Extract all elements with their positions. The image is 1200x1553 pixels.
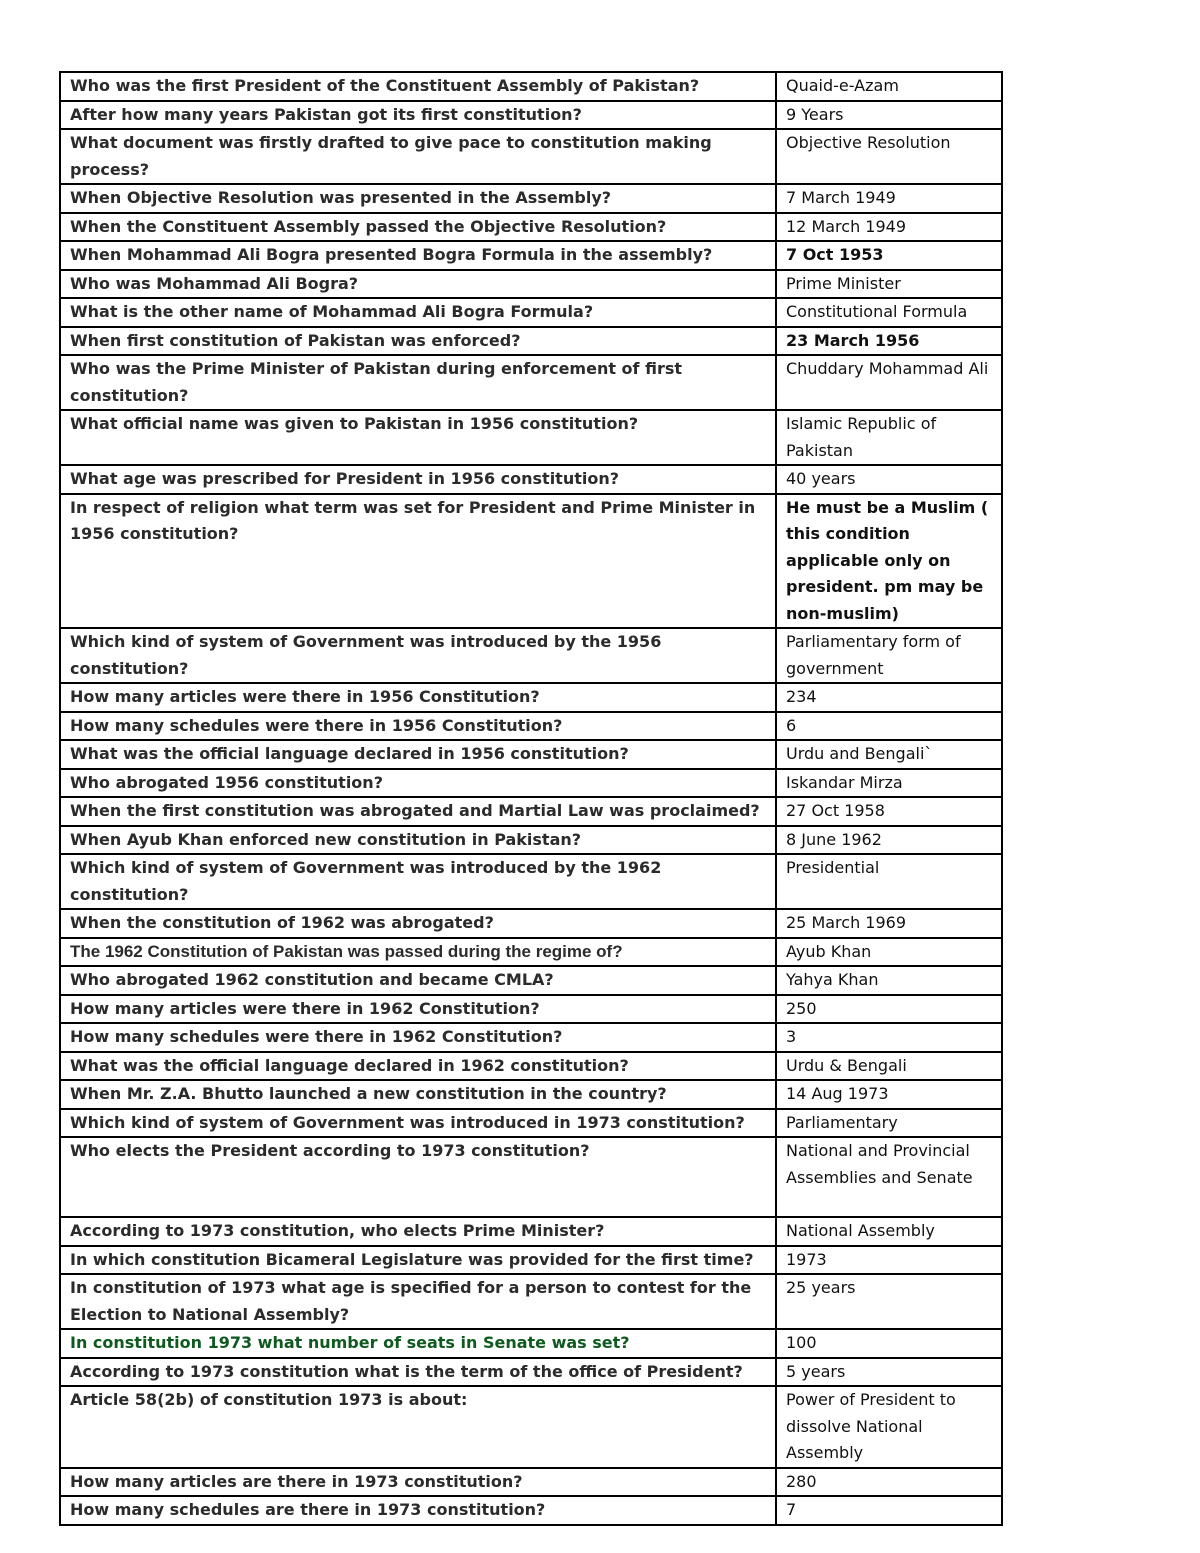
answer-cell: 9 Years — [776, 101, 1002, 130]
question-cell: What was the official language declared in 1956 constitution? — [60, 740, 776, 769]
question-cell: When the constitution of 1962 was abrogated? — [60, 909, 776, 938]
question-cell: Who abrogated 1956 constitution? — [60, 769, 776, 798]
table-row — [60, 854, 1002, 909]
table-row — [60, 1217, 1002, 1246]
answer-cell: 7 — [776, 1496, 1002, 1525]
answer-cell: 7 Oct 1953 — [776, 241, 1002, 270]
question-cell: In respect of religion what term was set for President and Prime Minister in 1956 constitution? — [60, 494, 776, 629]
answer-cell: Iskandar Mirza — [776, 769, 1002, 798]
question-cell: In which constitution Bicameral Legislature was provided for the first time? — [60, 1246, 776, 1275]
question-cell: Who elects the President according to 1973 constitution? — [60, 1137, 776, 1217]
question-cell: According to 1973 constitution, who elects Prime Minister? — [60, 1217, 776, 1246]
table-row — [60, 129, 1002, 184]
table-row — [60, 938, 1002, 967]
answer-cell: Power of President to dissolve National Assembly — [776, 1386, 1002, 1468]
table-row — [60, 494, 1002, 629]
question-cell: Which kind of system of Government was introduced by the 1956 constitution? — [60, 628, 776, 683]
question-cell: How many articles were there in 1956 Constitution? — [60, 683, 776, 712]
answer-cell: 5 years — [776, 1358, 1002, 1387]
answer-cell: Objective Resolution — [776, 129, 1002, 184]
answer-cell: 7 March 1949 — [776, 184, 1002, 213]
answer-cell: Urdu & Bengali — [776, 1052, 1002, 1081]
question-cell: Who abrogated 1962 constitution and became CMLA? — [60, 966, 776, 995]
answer-cell: 3 — [776, 1023, 1002, 1052]
question-cell: When Mohammad Ali Bogra presented Bogra Formula in the assembly? — [60, 241, 776, 270]
table-row — [60, 410, 1002, 465]
question-cell: What document was firstly drafted to give pace to constitution making process? — [60, 129, 776, 184]
table-row — [60, 1386, 1002, 1468]
answer-cell: 27 Oct 1958 — [776, 797, 1002, 826]
answer-cell: 100 — [776, 1329, 1002, 1358]
table-row — [60, 1274, 1002, 1329]
table-row — [60, 241, 1002, 270]
question-cell: According to 1973 constitution what is the term of the office of President? — [60, 1358, 776, 1387]
answer-cell: Parliamentary form of government — [776, 628, 1002, 683]
question-cell: How many schedules were there in 1962 Constitution? — [60, 1023, 776, 1052]
answer-cell: Constitutional Formula — [776, 298, 1002, 327]
answer-cell: 40 years — [776, 465, 1002, 494]
answer-cell: National and Provincial Assemblies and Senate — [776, 1137, 1002, 1217]
qa-table-body — [60, 72, 1002, 1525]
table-row — [60, 995, 1002, 1024]
table-row — [60, 683, 1002, 712]
answer-cell: 250 — [776, 995, 1002, 1024]
table-row — [60, 72, 1002, 101]
question-cell: What official name was given to Pakistan in 1956 constitution? — [60, 410, 776, 465]
table-row — [60, 628, 1002, 683]
answer-cell: Urdu and Bengali` — [776, 740, 1002, 769]
answer-cell: Yahya Khan — [776, 966, 1002, 995]
table-row — [60, 327, 1002, 356]
answer-cell: 23 March 1956 — [776, 327, 1002, 356]
table-row — [60, 1109, 1002, 1138]
answer-cell: 12 March 1949 — [776, 213, 1002, 242]
question-cell: Who was the first President of the Constituent Assembly of Pakistan? — [60, 72, 776, 101]
question-cell: When Mr. Z.A. Bhutto launched a new constitution in the country? — [60, 1080, 776, 1109]
question-cell: When the Constituent Assembly passed the Objective Resolution? — [60, 213, 776, 242]
answer-cell: Ayub Khan — [776, 938, 1002, 967]
table-row — [60, 826, 1002, 855]
table-row — [60, 797, 1002, 826]
table-row — [60, 465, 1002, 494]
table-row — [60, 1496, 1002, 1525]
table-row — [60, 298, 1002, 327]
question-cell: What was the official language declared in 1962 constitution? — [60, 1052, 776, 1081]
answer-cell: Parliamentary — [776, 1109, 1002, 1138]
question-cell: When the first constitution was abrogated and Martial Law was proclaimed? — [60, 797, 776, 826]
question-cell: How many schedules are there in 1973 constitution? — [60, 1496, 776, 1525]
table-row — [60, 1246, 1002, 1275]
question-cell: After how many years Pakistan got its first constitution? — [60, 101, 776, 130]
question-cell: What is the other name of Mohammad Ali Bogra Formula? — [60, 298, 776, 327]
table-row — [60, 101, 1002, 130]
table-row — [60, 355, 1002, 410]
answer-cell: Prime Minister — [776, 270, 1002, 299]
table-row — [60, 1052, 1002, 1081]
question-cell: In constitution of 1973 what age is specified for a person to contest for the Election to National Assembly? — [60, 1274, 776, 1329]
table-row — [60, 1137, 1002, 1217]
table-row — [60, 966, 1002, 995]
answer-cell: 25 years — [776, 1274, 1002, 1329]
question-cell: How many schedules were there in 1956 Constitution? — [60, 712, 776, 741]
question-cell: When Objective Resolution was presented in the Assembly? — [60, 184, 776, 213]
table-row — [60, 769, 1002, 798]
table-row — [60, 184, 1002, 213]
question-cell: Who was Mohammad Ali Bogra? — [60, 270, 776, 299]
answer-cell: 25 March 1969 — [776, 909, 1002, 938]
answer-cell: National Assembly — [776, 1217, 1002, 1246]
answer-cell: 6 — [776, 712, 1002, 741]
table-row — [60, 1468, 1002, 1497]
answer-cell: Quaid-e-Azam — [776, 72, 1002, 101]
answer-cell: 280 — [776, 1468, 1002, 1497]
question-cell: In constitution 1973 what number of seats in Senate was set? — [60, 1329, 776, 1358]
answer-cell: 1973 — [776, 1246, 1002, 1275]
question-cell: How many articles were there in 1962 Constitution? — [60, 995, 776, 1024]
question-cell: What age was prescribed for President in 1956 constitution? — [60, 465, 776, 494]
question-cell: When first constitution of Pakistan was enforced? — [60, 327, 776, 356]
table-row — [60, 740, 1002, 769]
question-cell: Article 58(2b) of constitution 1973 is about: — [60, 1386, 776, 1468]
answer-cell: Presidential — [776, 854, 1002, 909]
question-cell: Who was the Prime Minister of Pakistan during enforcement of first constitution? — [60, 355, 776, 410]
answer-cell: 234 — [776, 683, 1002, 712]
table-row — [60, 712, 1002, 741]
table-row — [60, 213, 1002, 242]
question-cell: Which kind of system of Government was introduced in 1973 constitution? — [60, 1109, 776, 1138]
table-row — [60, 270, 1002, 299]
question-cell: Which kind of system of Government was introduced by the 1962 constitution? — [60, 854, 776, 909]
question-cell: The 1962 Constitution of Pakistan was passed during the regime of? — [60, 938, 776, 967]
qa-table — [59, 71, 1003, 1526]
answer-cell: Islamic Republic of Pakistan — [776, 410, 1002, 465]
table-row — [60, 1023, 1002, 1052]
question-cell: How many articles are there in 1973 constitution? — [60, 1468, 776, 1497]
answer-cell: 14 Aug 1973 — [776, 1080, 1002, 1109]
answer-cell: 8 June 1962 — [776, 826, 1002, 855]
answer-cell: He must be a Muslim ( this condition applicable only on president. pm may be non-muslim) — [776, 494, 1002, 629]
answer-cell: Chuddary Mohammad Ali — [776, 355, 1002, 410]
question-cell: When Ayub Khan enforced new constitution in Pakistan? — [60, 826, 776, 855]
table-row — [60, 1329, 1002, 1358]
table-row — [60, 909, 1002, 938]
table-row — [60, 1358, 1002, 1387]
table-row — [60, 1080, 1002, 1109]
